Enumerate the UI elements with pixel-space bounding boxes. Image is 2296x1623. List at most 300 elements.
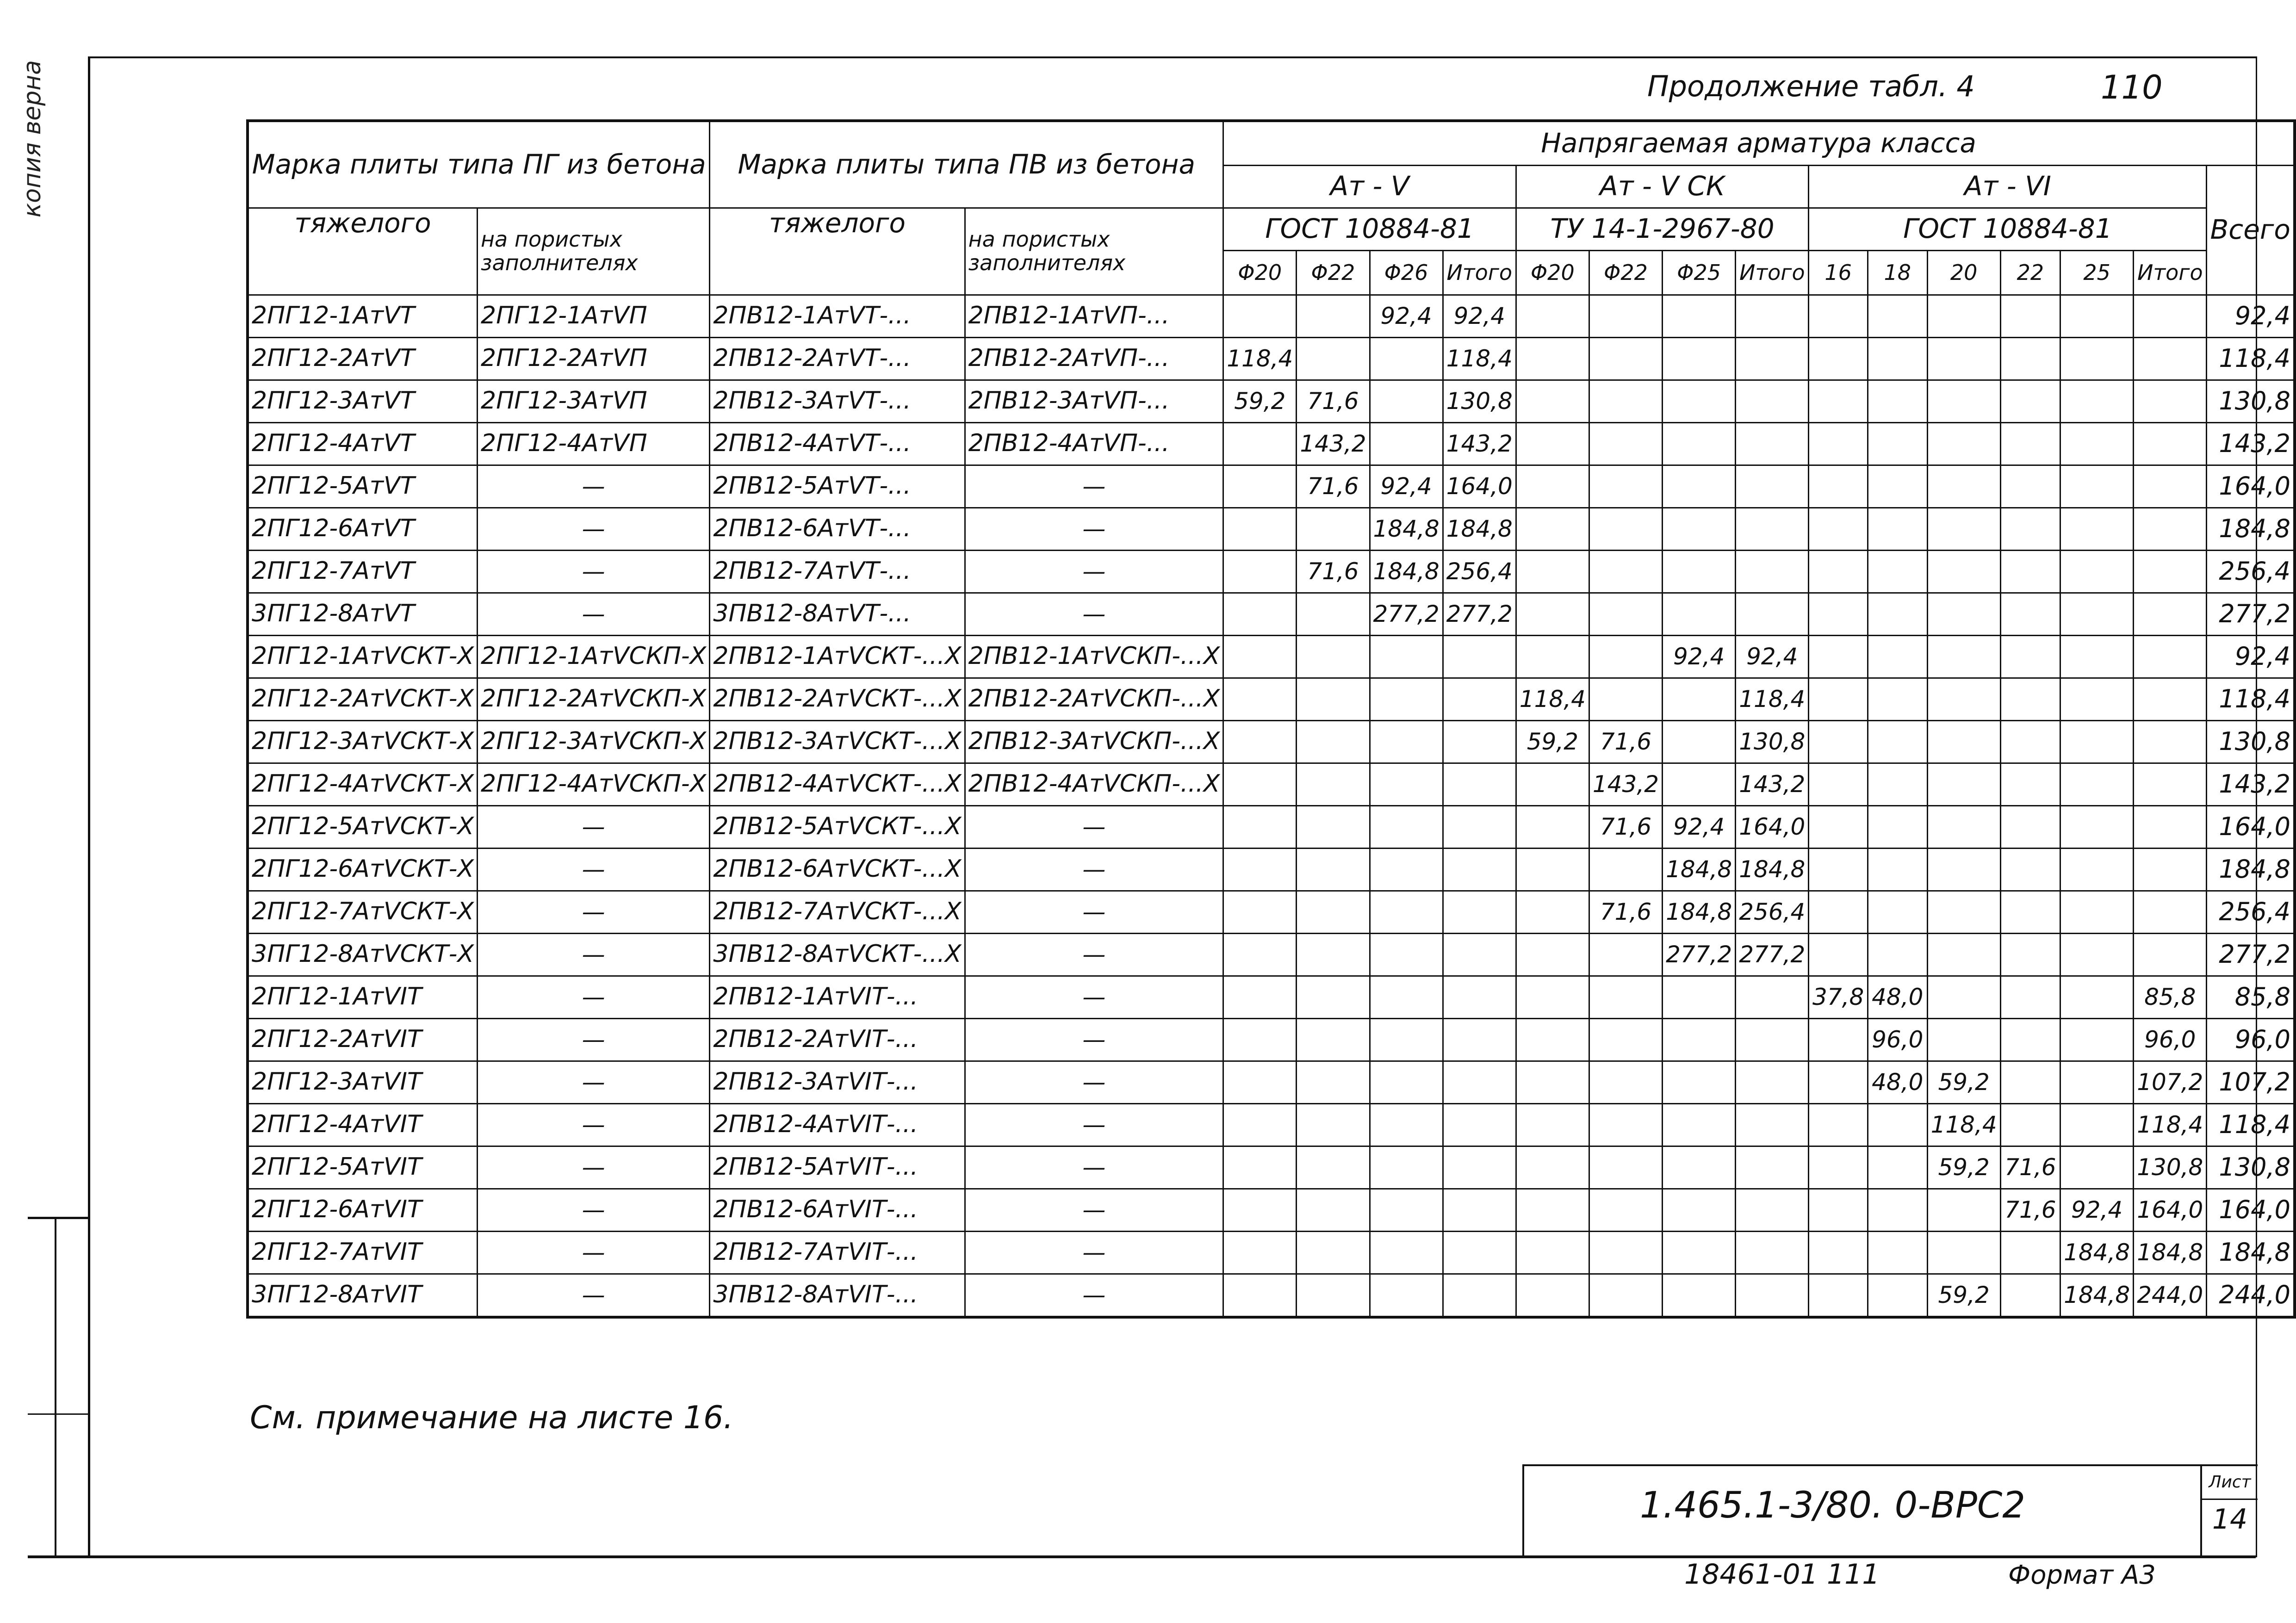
value-vsk-0: [1516, 1103, 1589, 1146]
value-vsk-1: [1589, 1274, 1662, 1317]
mark-pg-heavy: 2ПГ12-1AтVТ: [248, 295, 477, 337]
value-vi-0: [1809, 635, 1868, 678]
value-vi-0: [1809, 337, 1868, 380]
value-vi-3: 71,6: [2000, 1189, 2060, 1231]
value-v-1: [1297, 763, 1370, 805]
value-v-1: [1297, 1146, 1370, 1189]
value-v-2: [1370, 380, 1443, 422]
table-row: [248, 933, 2295, 976]
table-row: [248, 1231, 2295, 1274]
value-v-0: [1223, 465, 1297, 508]
value-vsk-0: [1516, 1189, 1589, 1231]
value-vi-0: [1809, 1231, 1868, 1274]
value-v-3: [1443, 678, 1516, 720]
value-vsk-2: [1663, 380, 1736, 422]
value-v-0: [1223, 805, 1297, 848]
value-vsk-0: [1516, 422, 1589, 465]
value-vi-3: [2000, 1061, 2060, 1103]
value-total: 92,4: [2207, 635, 2295, 678]
value-vsk-0: [1516, 933, 1589, 976]
header-pv-porous: на пористых заполнителях: [965, 208, 1223, 295]
value-vi-1: [1868, 635, 1928, 678]
value-vi-5: [2134, 805, 2207, 848]
header-pg-heavy: тяжелого: [248, 208, 477, 295]
table-row: [248, 1018, 2295, 1061]
mark-pv-heavy: 3ПВ12-8AтVIТ-...: [710, 1274, 965, 1317]
value-vsk-2: [1663, 550, 1736, 593]
header-diameter-vsk-2: Φ25: [1663, 250, 1736, 295]
value-vsk-2: [1663, 763, 1736, 805]
value-v-2: [1370, 933, 1443, 976]
value-vi-4: [2060, 593, 2134, 635]
value-vi-0: [1809, 550, 1868, 593]
value-vsk-1: [1589, 678, 1662, 720]
value-vsk-1: [1589, 1189, 1662, 1231]
value-vi-5: [2134, 380, 2207, 422]
value-vi-5: [2134, 465, 2207, 508]
value-vsk-2: [1663, 465, 1736, 508]
value-vi-2: [1927, 976, 2000, 1018]
mark-pv-heavy: 2ПВ12-6AтVТ-...: [710, 508, 965, 550]
table-row: [248, 720, 2295, 763]
value-vi-3: [2000, 465, 2060, 508]
value-vi-1: [1868, 1103, 1928, 1146]
mark-pv-heavy: 2ПВ12-5AтVСКТ-...Х: [710, 805, 965, 848]
value-v-1: [1297, 337, 1370, 380]
mark-pg-heavy: 2ПГ12-5AтVIТ: [248, 1146, 477, 1189]
value-v-3: [1443, 976, 1516, 1018]
value-vi-0: [1809, 891, 1868, 933]
value-vi-4: 184,8: [2060, 1274, 2134, 1317]
mark-pv-porous: —: [965, 465, 1223, 508]
table-row: [248, 593, 2295, 635]
mark-pg-heavy: 2ПГ12-2AтVТ: [248, 337, 477, 380]
table-row: [248, 550, 2295, 593]
value-v-3: [1443, 891, 1516, 933]
value-vsk-0: [1516, 976, 1589, 1018]
value-vi-5: [2134, 848, 2207, 891]
value-vi-2: [1927, 933, 2000, 976]
value-v-3: 118,4: [1443, 337, 1516, 380]
value-vi-1: 48,0: [1868, 1061, 1928, 1103]
mark-pg-porous: 2ПГ12-2AтVП: [477, 337, 709, 380]
value-v-1: 71,6: [1297, 550, 1370, 593]
sheet-box: [2200, 1466, 2258, 1557]
value-v-3: [1443, 720, 1516, 763]
value-vi-5: [2134, 593, 2207, 635]
value-v-2: 184,8: [1370, 550, 1443, 593]
value-vi-4: [2060, 720, 2134, 763]
value-total: 256,4: [2207, 891, 2295, 933]
mark-pv-porous: —: [965, 508, 1223, 550]
value-v-0: [1223, 593, 1297, 635]
value-vi-0: [1809, 295, 1868, 337]
value-vi-0: [1809, 1061, 1868, 1103]
mark-pv-porous: 2ПВ12-4AтVСКП-...Х: [965, 763, 1223, 805]
value-vi-5: 130,8: [2134, 1146, 2207, 1189]
table-row: [248, 763, 2295, 805]
value-vi-0: [1809, 380, 1868, 422]
value-vi-5: [2134, 763, 2207, 805]
mark-pv-porous: —: [965, 933, 1223, 976]
value-vi-5: 107,2: [2134, 1061, 2207, 1103]
table-continuation-label: Продолжение табл. 4: [1647, 69, 1975, 103]
value-vsk-2: [1663, 1274, 1736, 1317]
value-vi-3: [2000, 1103, 2060, 1146]
value-vsk-1: [1589, 508, 1662, 550]
value-v-2: [1370, 1146, 1443, 1189]
value-vi-3: [2000, 763, 2060, 805]
value-v-3: 130,8: [1443, 380, 1516, 422]
value-vsk-2: 277,2: [1663, 933, 1736, 976]
header-diameter-vi-5: Итого: [2134, 250, 2207, 295]
value-vi-4: [2060, 891, 2134, 933]
value-v-1: [1297, 635, 1370, 678]
mark-pg-heavy: 2ПГ12-4AтVIТ: [248, 1103, 477, 1146]
value-vi-5: [2134, 635, 2207, 678]
value-v-1: [1297, 508, 1370, 550]
value-v-3: [1443, 1103, 1516, 1146]
value-vsk-1: [1589, 422, 1662, 465]
value-vi-5: [2134, 550, 2207, 593]
mark-pg-porous: —: [477, 550, 709, 593]
value-vi-3: [2000, 508, 2060, 550]
value-vsk-2: 92,4: [1663, 805, 1736, 848]
value-total: 164,0: [2207, 465, 2295, 508]
value-vsk-3: [1736, 1018, 1809, 1061]
page-number: 110: [2101, 68, 2163, 106]
mark-pv-porous: 2ПВ12-3AтVСКП-...Х: [965, 720, 1223, 763]
value-vsk-3: 184,8: [1736, 848, 1809, 891]
value-vi-5: 164,0: [2134, 1189, 2207, 1231]
value-vsk-0: 118,4: [1516, 678, 1589, 720]
value-v-3: 143,2: [1443, 422, 1516, 465]
value-total: 107,2: [2207, 1061, 2295, 1103]
stamp-divider-vertical: [55, 1219, 56, 1558]
value-vsk-1: [1589, 635, 1662, 678]
value-vi-1: [1868, 891, 1928, 933]
value-vi-2: [1927, 1018, 2000, 1061]
value-vi-5: 118,4: [2134, 1103, 2207, 1146]
value-vsk-3: 118,4: [1736, 678, 1809, 720]
value-v-1: [1297, 1103, 1370, 1146]
header-pg-mark: Марка плиты типа ПГ из бетона: [248, 121, 710, 208]
mark-pg-porous: 2ПГ12-4AтVП: [477, 422, 709, 465]
table-row: [248, 805, 2295, 848]
value-vsk-0: [1516, 593, 1589, 635]
value-vi-3: [2000, 805, 2060, 848]
value-vsk-0: [1516, 550, 1589, 593]
value-vsk-1: [1589, 1146, 1662, 1189]
mark-pv-heavy: 2ПВ12-5AтVIТ-...: [710, 1146, 965, 1189]
header-diameter-vsk-0: Φ20: [1516, 250, 1589, 295]
mark-pv-heavy: 2ПВ12-4AтVСКТ-...Х: [710, 763, 965, 805]
value-vi-0: [1809, 422, 1868, 465]
mark-pv-porous: —: [965, 550, 1223, 593]
value-v-0: [1223, 976, 1297, 1018]
value-v-0: [1223, 678, 1297, 720]
value-vsk-1: 143,2: [1589, 763, 1662, 805]
value-vsk-3: [1736, 337, 1809, 380]
value-vsk-3: 143,2: [1736, 763, 1809, 805]
value-vi-2: [1927, 337, 2000, 380]
value-vi-5: 184,8: [2134, 1231, 2207, 1274]
mark-pv-heavy: 2ПВ12-5AтVТ-...: [710, 465, 965, 508]
mark-pg-heavy: 2ПГ12-7AтVТ: [248, 550, 477, 593]
value-v-2: [1370, 1061, 1443, 1103]
value-vi-2: [1927, 848, 2000, 891]
value-vsk-0: 59,2: [1516, 720, 1589, 763]
value-vsk-2: [1663, 1189, 1736, 1231]
value-total: 118,4: [2207, 337, 2295, 380]
value-vsk-0: [1516, 337, 1589, 380]
value-vi-1: [1868, 805, 1928, 848]
value-vi-1: 48,0: [1868, 976, 1928, 1018]
value-v-0: [1223, 1061, 1297, 1103]
value-vi-5: [2134, 508, 2207, 550]
value-vsk-0: [1516, 763, 1589, 805]
value-vi-5: 85,8: [2134, 976, 2207, 1018]
value-vsk-3: [1736, 465, 1809, 508]
mark-pg-heavy: 2ПГ12-7AтVСКТ-Х: [248, 891, 477, 933]
value-v-0: [1223, 1231, 1297, 1274]
value-v-1: [1297, 805, 1370, 848]
value-vsk-2: [1663, 720, 1736, 763]
value-vsk-3: 164,0: [1736, 805, 1809, 848]
value-vi-0: [1809, 1018, 1868, 1061]
value-vi-4: [2060, 1061, 2134, 1103]
mark-pg-heavy: 2ПГ12-1AтVIТ: [248, 976, 477, 1018]
value-vi-1: [1868, 678, 1928, 720]
value-vi-4: [2060, 678, 2134, 720]
value-vsk-2: [1663, 422, 1736, 465]
value-vi-1: [1868, 422, 1928, 465]
value-total: 184,8: [2207, 1231, 2295, 1274]
value-vsk-3: [1736, 508, 1809, 550]
value-v-1: [1297, 593, 1370, 635]
value-v-0: [1223, 1103, 1297, 1146]
value-v-1: [1297, 1274, 1370, 1317]
mark-pg-heavy: 3ПГ12-8AтVIТ: [248, 1274, 477, 1317]
value-vsk-3: 92,4: [1736, 635, 1809, 678]
mark-pv-porous: 2ПВ12-3AтVП-...: [965, 380, 1223, 422]
value-v-1: 71,6: [1297, 465, 1370, 508]
table-row: [248, 1274, 2295, 1317]
mark-pv-porous: 2ПВ12-1AтVП-...: [965, 295, 1223, 337]
value-vi-4: 92,4: [2060, 1189, 2134, 1231]
value-vsk-2: [1663, 678, 1736, 720]
mark-pg-porous: —: [477, 891, 709, 933]
value-v-2: [1370, 1189, 1443, 1231]
value-vi-1: [1868, 465, 1928, 508]
mark-pv-porous: 2ПВ12-4AтVП-...: [965, 422, 1223, 465]
value-vsk-2: 92,4: [1663, 635, 1736, 678]
value-vi-3: [2000, 295, 2060, 337]
value-vi-4: [2060, 337, 2134, 380]
value-vi-3: 71,6: [2000, 1146, 2060, 1189]
value-vi-0: [1809, 933, 1868, 976]
value-vi-3: [2000, 550, 2060, 593]
value-vi-4: [2060, 1146, 2134, 1189]
value-vsk-1: [1589, 976, 1662, 1018]
value-vi-1: [1868, 593, 1928, 635]
value-vi-3: [2000, 848, 2060, 891]
value-vi-5: [2134, 295, 2207, 337]
value-vsk-2: [1663, 1061, 1736, 1103]
value-vi-4: [2060, 295, 2134, 337]
mark-pg-porous: —: [477, 1189, 709, 1231]
value-vi-0: [1809, 1189, 1868, 1231]
mark-pv-heavy: 2ПВ12-2AтVТ-...: [710, 337, 965, 380]
reinforcement-table: [246, 119, 2296, 1319]
header-diameter-vi-0: 16: [1809, 250, 1868, 295]
mark-pv-heavy: 2ПВ12-6AтVСКТ-...Х: [710, 848, 965, 891]
value-vi-4: 184,8: [2060, 1231, 2134, 1274]
value-vi-1: [1868, 848, 1928, 891]
value-vi-0: [1809, 720, 1868, 763]
value-vi-2: [1927, 1231, 2000, 1274]
value-v-3: [1443, 805, 1516, 848]
mark-pg-porous: —: [477, 1061, 709, 1103]
value-vsk-1: 71,6: [1589, 720, 1662, 763]
mark-pg-heavy: 2ПГ12-2AтVIТ: [248, 1018, 477, 1061]
value-vsk-0: [1516, 891, 1589, 933]
value-v-3: [1443, 848, 1516, 891]
mark-pg-porous: 2ПГ12-2AтVСКП-Х: [477, 678, 709, 720]
value-v-1: [1297, 1231, 1370, 1274]
mark-pg-heavy: 2ПГ12-6AтVIТ: [248, 1189, 477, 1231]
value-v-1: [1297, 976, 1370, 1018]
value-v-0: [1223, 1189, 1297, 1231]
value-vi-5: [2134, 678, 2207, 720]
value-vi-2: 59,2: [1927, 1061, 2000, 1103]
value-vi-3: [2000, 720, 2060, 763]
value-v-3: [1443, 933, 1516, 976]
value-vsk-1: [1589, 848, 1662, 891]
mark-pg-porous: —: [477, 1231, 709, 1274]
value-vsk-3: [1736, 380, 1809, 422]
value-v-1: [1297, 848, 1370, 891]
mark-pv-heavy: 2ПВ12-2AтVСКТ-...Х: [710, 678, 965, 720]
value-total: 118,4: [2207, 1103, 2295, 1146]
table-row: [248, 422, 2295, 465]
value-vi-3: [2000, 593, 2060, 635]
value-vsk-2: [1663, 295, 1736, 337]
value-vsk-2: [1663, 337, 1736, 380]
value-vi-2: [1927, 720, 2000, 763]
value-v-1: [1297, 891, 1370, 933]
value-vi-1: [1868, 337, 1928, 380]
value-vi-1: [1868, 1231, 1928, 1274]
value-total: 164,0: [2207, 1189, 2295, 1231]
header-diameter-v-0: Φ20: [1223, 250, 1297, 295]
table-row: [248, 337, 2295, 380]
value-vi-1: [1868, 380, 1928, 422]
mark-pg-heavy: 2ПГ12-3AтVТ: [248, 380, 477, 422]
value-vi-5: 244,0: [2134, 1274, 2207, 1317]
value-vsk-2: [1663, 1018, 1736, 1061]
value-vi-2: 59,2: [1927, 1146, 2000, 1189]
value-vi-2: 118,4: [1927, 1103, 2000, 1146]
table-row: [248, 1189, 2295, 1231]
mark-pg-porous: —: [477, 1146, 709, 1189]
value-vi-5: [2134, 422, 2207, 465]
mark-pg-heavy: 2ПГ12-6AтVСКТ-Х: [248, 848, 477, 891]
value-vi-0: [1809, 1274, 1868, 1317]
mark-pg-porous: 2ПГ12-3AтVП: [477, 380, 709, 422]
table-row: [248, 295, 2295, 337]
value-vi-4: [2060, 933, 2134, 976]
value-v-1: [1297, 1061, 1370, 1103]
mark-pv-heavy: 2ПВ12-1AтVТ-...: [710, 295, 965, 337]
mark-pv-porous: —: [965, 805, 1223, 848]
value-total: 85,8: [2207, 976, 2295, 1018]
mark-pg-porous: —: [477, 1274, 709, 1317]
mark-pv-heavy: 2ПВ12-3AтVСКТ-...Х: [710, 720, 965, 763]
header-diameter-vsk-3: Итого: [1736, 250, 1809, 295]
value-vsk-1: [1589, 295, 1662, 337]
header-pv-heavy: тяжелого: [710, 208, 965, 295]
header-diameter-vsk-1: Φ22: [1589, 250, 1662, 295]
mark-pg-heavy: 3ПГ12-8AтVСКТ-Х: [248, 933, 477, 976]
value-v-2: 92,4: [1370, 295, 1443, 337]
value-vsk-1: [1589, 593, 1662, 635]
header-diameter-v-3: Итого: [1443, 250, 1516, 295]
header-class-vsk: Aт - V СК: [1516, 165, 1809, 208]
header-tensioned-reinforcement: Напрягаемая арматура класса: [1223, 121, 2295, 165]
value-total: 244,0: [2207, 1274, 2295, 1317]
value-v-2: [1370, 891, 1443, 933]
value-vsk-2: 184,8: [1663, 891, 1736, 933]
value-vsk-1: [1589, 380, 1662, 422]
value-v-1: [1297, 933, 1370, 976]
value-vi-3: [2000, 635, 2060, 678]
value-vsk-2: 184,8: [1663, 848, 1736, 891]
value-v-0: [1223, 1146, 1297, 1189]
value-v-0: [1223, 1018, 1297, 1061]
value-total: 96,0: [2207, 1018, 2295, 1061]
value-v-0: [1223, 635, 1297, 678]
mark-pg-porous: —: [477, 805, 709, 848]
value-v-2: [1370, 678, 1443, 720]
value-v-2: [1370, 1274, 1443, 1317]
value-v-3: [1443, 1189, 1516, 1231]
value-vi-2: [1927, 465, 2000, 508]
value-vi-1: [1868, 763, 1928, 805]
mark-pv-porous: —: [965, 593, 1223, 635]
header-tu-vsk: ТУ 14-1-2967-80: [1516, 208, 1809, 250]
value-v-2: [1370, 805, 1443, 848]
value-vi-4: [2060, 380, 2134, 422]
value-vi-5: [2134, 933, 2207, 976]
header-gost-vi: ГОСТ 10884-81: [1809, 208, 2207, 250]
mark-pv-porous: —: [965, 891, 1223, 933]
value-vsk-3: [1736, 1231, 1809, 1274]
value-v-2: 184,8: [1370, 508, 1443, 550]
value-v-3: 184,8: [1443, 508, 1516, 550]
value-v-2: 277,2: [1370, 593, 1443, 635]
value-total: 118,4: [2207, 678, 2295, 720]
mark-pg-porous: 2ПГ12-1AтVП: [477, 295, 709, 337]
value-vi-2: [1927, 1189, 2000, 1231]
mark-pv-heavy: 2ПВ12-1AтVСКТ-...Х: [710, 635, 965, 678]
mark-pg-heavy: 3ПГ12-8AтVТ: [248, 593, 477, 635]
value-vi-3: [2000, 1274, 2060, 1317]
mark-pv-porous: —: [965, 976, 1223, 1018]
value-v-3: 277,2: [1443, 593, 1516, 635]
value-vsk-0: [1516, 1274, 1589, 1317]
value-total: 92,4: [2207, 295, 2295, 337]
